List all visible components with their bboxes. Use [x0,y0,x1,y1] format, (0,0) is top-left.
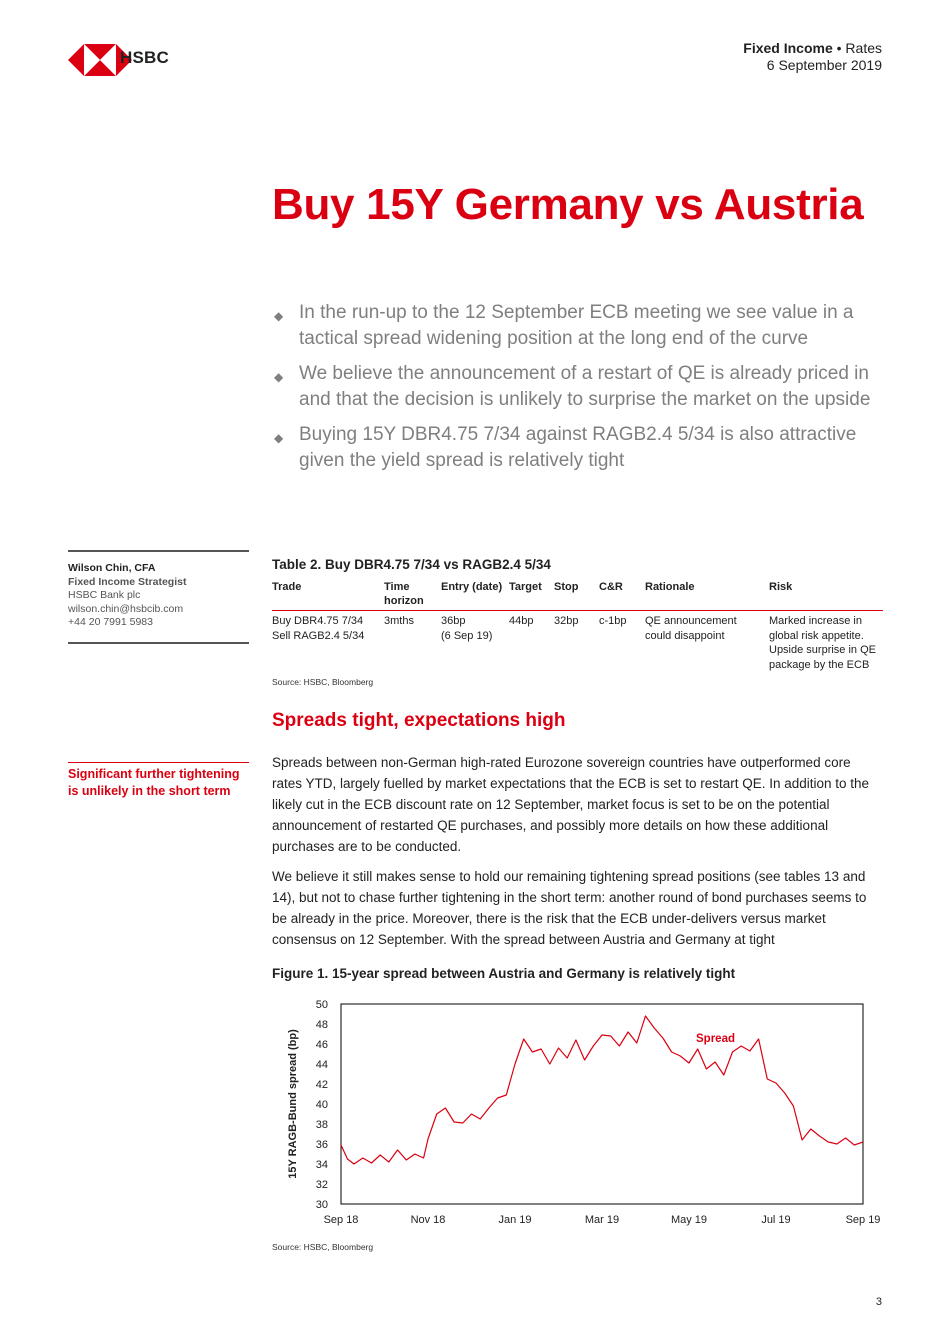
col-horizon: Time horizon [384,581,441,611]
trade-table [272,581,883,672]
x-tick-label: Mar 19 [584,1214,620,1226]
figure-source: Source: HSBC, Bloomberg [272,1242,374,1252]
y-tick-label: 34 [315,1159,328,1171]
table-header-row [272,581,883,611]
x-tick-label: May 19 [670,1214,708,1226]
summary-bullet [272,422,892,474]
cell-trade [272,611,384,673]
x-tick-label: Sep 18 [323,1214,359,1226]
y-tick-label: 46 [315,1039,328,1051]
x-tick-label: Jul 19 [761,1214,791,1226]
diamond-bullet-icon: ◆ [274,370,284,384]
trade-sell: Sell RAGB2.4 5/34 [272,629,365,642]
bullet-text: Buying 15Y DBR4.75 7/34 against RAGB2.4 5/34 is also attractive given the yield spread is relatively tight [299,424,857,471]
y-tick-label: 42 [315,1079,328,1091]
author-bottom-rule [68,642,249,644]
table-row [272,611,883,673]
author-role: Fixed Income Strategist [68,575,187,588]
page-title: Buy 15Y Germany vs Austria [272,180,864,229]
x-tick-label: Nov 18 [410,1214,446,1226]
header-bullet: • [836,40,842,56]
legend-label: Spread [696,1033,735,1045]
entry-date: (6 Sep 19) [441,629,493,642]
col-trade: Trade [272,581,384,611]
y-tick-label: 44 [315,1059,328,1071]
y-tick-label: 36 [315,1139,328,1151]
sidenote: Significant further tightening is unlikely in the short term [68,767,240,798]
diamond-bullet-icon: ◆ [274,431,284,445]
y-tick-label: 50 [315,999,328,1011]
summary-bullets [272,300,892,483]
cell-cr: c-1bp [599,615,627,627]
header-section-rest: Rates [845,40,882,56]
y-axis-label: 15Y RAGB-Bund spread (bp) [287,1029,299,1179]
spread-chart [272,994,884,1236]
y-tick-label: 48 [315,1019,328,1031]
section-title: Spreads tight, expectations high [272,710,566,731]
author-phone: +44 20 7991 5983 [68,616,153,628]
table-title: Table 2. Buy DBR4.75 7/34 vs RAGB2.4 5/34 [272,557,551,572]
author-email[interactable]: wilson.chin@hsbcib.com [68,602,184,615]
x-tick-label: Jan 19 [498,1214,532,1226]
bullet-text: In the run-up to the 12 September ECB meeting we see value in a tactical spread widening position at the long end of the curve [299,302,854,349]
logo-text: HSBC [120,48,169,67]
cell-entry [441,611,509,673]
y-tick-label: 30 [315,1199,328,1211]
header-date: 6 September 2019 [766,57,882,73]
sidenote-rule [68,762,249,763]
y-tick-label: 40 [315,1099,328,1111]
plot-frame [341,1004,863,1204]
col-risk: Risk [769,581,883,611]
y-tick-label: 32 [315,1179,328,1191]
col-cr: C&R [599,581,645,611]
body-paragraph: Spreads between non-German high-rated Eurozone sovereign countries have outperformed core rates YTD, largely fuelled by market expectations that the ECB is set to restart QE. In addition to the likely cut in the ECB discount rate on 12 September, market focus is set to be on the potential announcement of restarted QE purchases, and possibly more details on how these additional purchases are to be conducted. [272,755,870,854]
bullet-text: We believe the announcement of a restart of QE is already priced in and that the decision is unlikely to surprise the market on the upside [299,363,871,410]
author-company: HSBC Bank plc [68,589,141,601]
col-stop: Stop [554,581,599,611]
x-tick-label: Sep 19 [845,1214,881,1226]
summary-bullet [272,300,892,352]
entry-level: 36bp [441,615,466,627]
cell-risk: Marked increase in global risk appetite. Upside surprise in QE package by the ECB [769,615,876,671]
col-entry: Entry (date) [441,581,509,611]
header-section [743,40,882,74]
cell-horizon: 3mths [384,615,414,627]
cell-target: 44bp [509,615,534,627]
table-source: Source: HSBC, Bloomberg [272,677,374,687]
y-tick-label: 38 [315,1119,328,1131]
author-top-rule [68,550,249,552]
summary-bullet [272,361,892,413]
cell-stop: 32bp [554,615,579,627]
col-target: Target [509,581,554,611]
header-section-bold: Fixed Income [743,40,833,56]
author-block [68,562,253,630]
figure-title: Figure 1. 15-year spread between Austria and Germany is relatively tight [272,966,736,981]
body-paragraph: We believe it still makes sense to hold our remaining tightening spread positions (see tables 13 and 14), but not to chase further tightening in the short term: another round of bond purchases seems to be already in the price. Moreover, there is the risk that the ECB under-delivers versus market consensus on 12 September. With the spread between Austria and Germany at tight [272,869,867,947]
cell-rationale: QE announcement could disappoint [645,615,737,642]
series-line-spread [341,1016,863,1164]
diamond-bullet-icon: ◆ [274,309,284,323]
page-number: 3 [875,1296,882,1308]
trade-buy: Buy DBR4.75 7/34 [272,615,364,627]
col-rationale: Rationale [645,581,769,611]
author-name: Wilson Chin, CFA [68,562,156,574]
